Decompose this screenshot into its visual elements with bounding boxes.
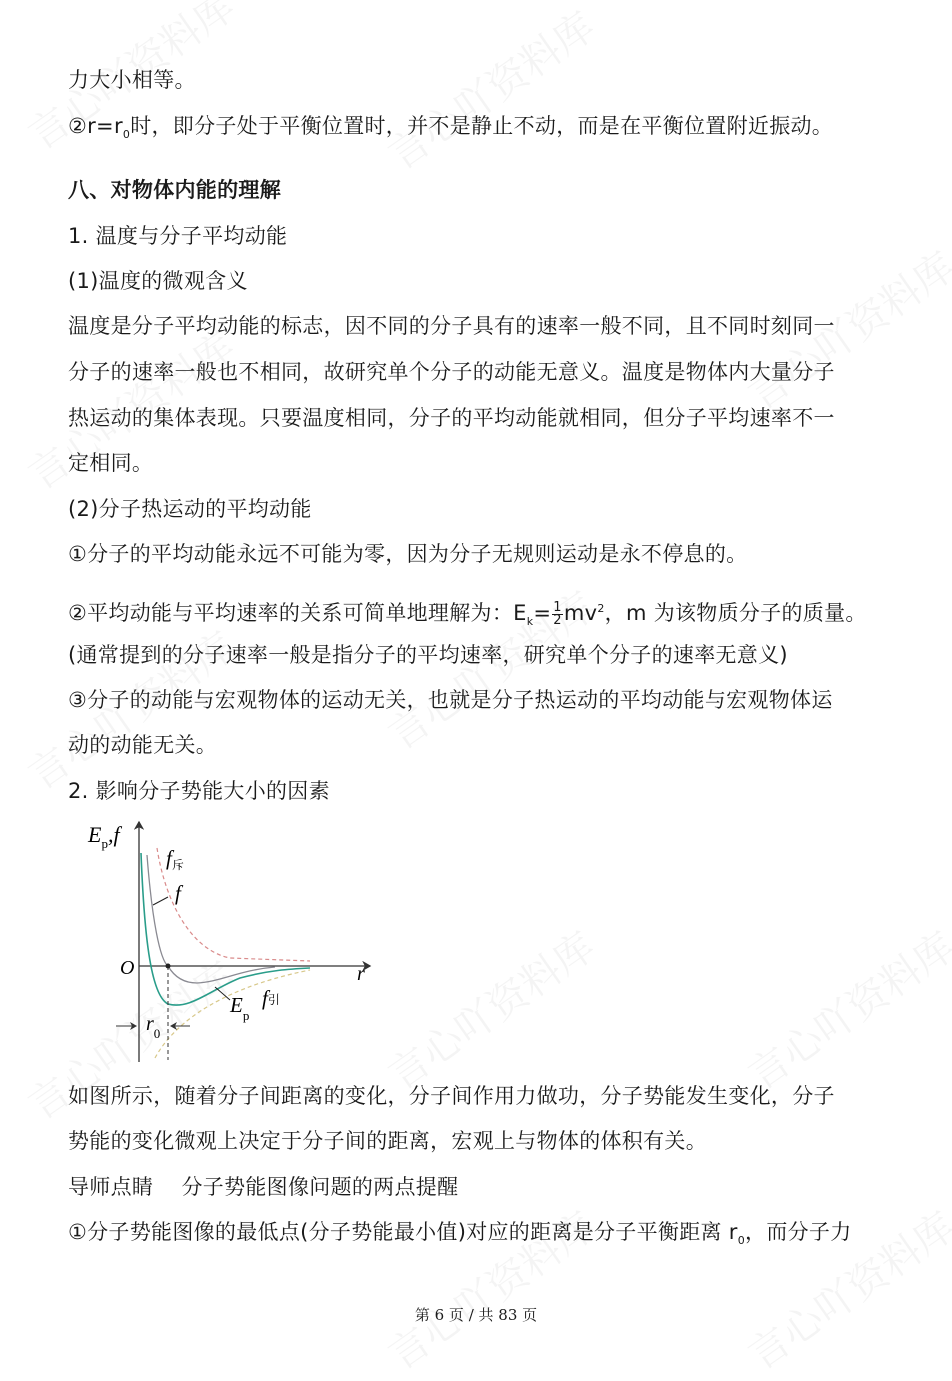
text: 时，即分子处于平衡位置时，并不是静止不动，而是在平衡位置附近振动。 [130,114,834,138]
f-leader [153,897,168,905]
paragraph-line: 定相同。 [68,451,154,475]
f-rep-label: f斥 [166,846,184,872]
watermark [375,916,604,1100]
paragraph-line: 势能的变化微观上决定于分子间的距离，宏观上与物体的体积有关。 [68,1129,707,1153]
paragraph-line [68,594,867,637]
f-att-label: f引 [262,986,280,1010]
text: mv [563,601,598,625]
ep-label: $E_p$ [230,993,250,1023]
denominator: 2 [553,612,562,628]
paragraph-line [68,1217,852,1256]
paragraph-line: 温度是分子平均动能的标志，因不同的分子具有的速率一般不同，且不同时刻同一 [68,314,835,338]
subscript: 0 [122,128,131,142]
x-axis-label: r [357,963,365,985]
paragraph-line: 如图所示，随着分子间距离的变化，分子间作用力做功，分子势能发生变化，分子 [68,1084,835,1108]
ep-curve [141,853,310,1005]
text: ，而分子力 [745,1220,852,1244]
subsection-heading: 2. 影响分子势能大小的因素 [68,779,330,803]
subsection-heading: (1)温度的微观含义 [68,269,248,293]
watermark [735,916,952,1100]
origin-label: O [120,957,135,979]
paragraph-line: (通常提到的分子速率一般是指分子的平均速率，研究单个分子的速率无意义) [68,643,788,667]
paragraph-line: ①分子的平均动能永远不可能为零，因为分子无规则运动是永不停息的。 [68,542,748,566]
paragraph-line: 分子的速率一般也不相同，故研究单个分子的动能无意义。温度是物体内大量分子 [68,360,835,384]
paragraph-line: 力大小相等。 [68,68,196,92]
paragraph-line [68,111,833,150]
paragraph-line: 动的动能无关。 [68,733,218,757]
y-axis-label: $E_p,f$ [88,822,120,851]
text: ，m 为该物质分子的质量。 [604,601,867,625]
watermark [375,0,604,181]
r0-label: $r_0$ [146,1013,161,1041]
paragraph-line: 热运动的集体表现。只要温度相同，分子的平均动能就相同，但分子平均速率不一 [68,406,835,430]
fraction [552,599,563,628]
text: = [533,601,552,625]
subscript: 0 [737,1234,746,1248]
subsection-heading: 1. 温度与分子平均动能 [68,224,288,248]
page-footer: 第 6 页 / 共 83 页 [414,1306,538,1324]
text: ②平均动能与平均速率的关系可简单地理解为：E [68,601,527,625]
section-heading: 八、对物体内能的理解 [68,178,281,202]
subscript: k [526,615,534,629]
text: ①分子势能图像的最低点(分子势能最小值)对应的距离是分子平衡距离 r [68,1220,738,1244]
numerator: 1 [553,599,562,615]
f-label: f [175,881,181,905]
text: ②r=r [68,114,123,138]
potential-energy-figure [80,810,400,1070]
tip-heading: 导师点睛 分子势能图像问题的两点提醒 [68,1175,459,1199]
f-curve [147,855,275,983]
subsection-heading: (2)分子热运动的平均动能 [68,497,312,521]
superscript: 2 [597,602,605,615]
r0-point [166,964,171,969]
paragraph-line: ③分子的动能与宏观物体的运动无关，也就是分子热运动的平均动能与宏观物体运 [68,688,833,712]
